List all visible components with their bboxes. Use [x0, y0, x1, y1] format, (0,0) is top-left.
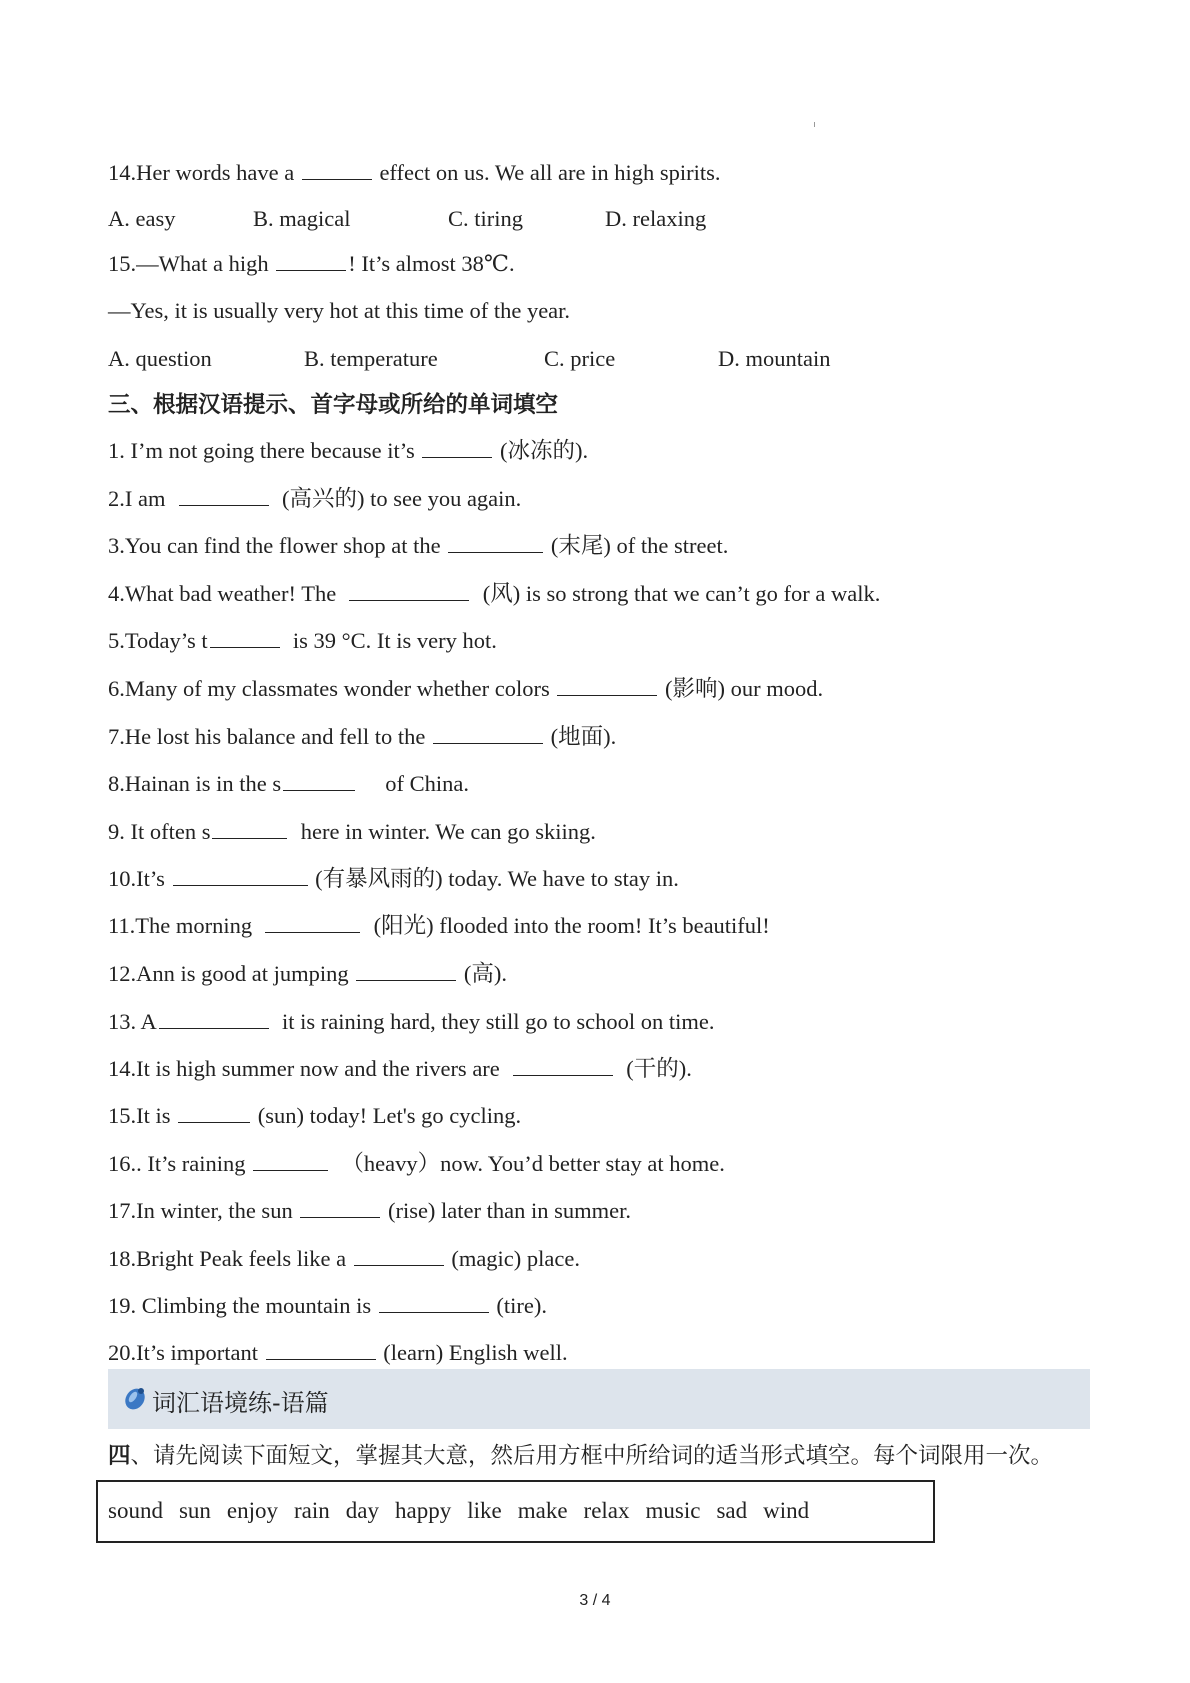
fill-in-item: 5.Today’s t is 39 °C. It is very hot. [108, 628, 497, 653]
answer-blank[interactable] [513, 1055, 613, 1076]
fill-in-item: 20.It’s important (learn) English well. [108, 1340, 568, 1365]
answer-blank[interactable] [422, 437, 492, 458]
options-15 [108, 345, 1008, 373]
option-a[interactable]: A. easy [108, 206, 176, 231]
answer-blank[interactable] [266, 1339, 376, 1360]
fill-in-item: 18.Bright Peak feels like a (magic) place. [108, 1246, 580, 1271]
fill-in-item: 10.It’s (有暴风雨的) today. We have to stay in. [108, 866, 679, 891]
page-number: 3 / 4 [579, 1592, 611, 1609]
answer-blank[interactable] [557, 675, 657, 696]
pencil-icon [122, 1385, 148, 1411]
answer-blank[interactable] [354, 1245, 444, 1266]
answer-blank[interactable] [379, 1292, 489, 1313]
band-title: 词汇语境练-语篇 [152, 1389, 329, 1417]
answer-blank[interactable] [433, 723, 543, 744]
options-14 [108, 205, 1008, 233]
word-option: relax [583, 1498, 630, 1523]
answer-blank[interactable] [173, 865, 308, 886]
option-c[interactable]: C. price [544, 346, 616, 371]
fill-in-item: 19. Climbing the mountain is (tire). [108, 1293, 547, 1318]
answer-blank[interactable] [265, 912, 360, 933]
section-band [108, 1369, 1090, 1429]
word-option: make [517, 1498, 568, 1523]
answer-blank[interactable] [179, 485, 269, 506]
fill-in-item: 7.He lost his balance and fell to the (地面). [108, 724, 617, 749]
answer-blank[interactable] [300, 1197, 380, 1218]
answer-blank[interactable] [178, 1102, 250, 1123]
word-box [96, 1480, 935, 1543]
page-mark [814, 122, 815, 127]
answer-blank[interactable] [349, 580, 469, 601]
option-c[interactable]: C. tiring [448, 206, 524, 231]
option-a[interactable]: A. question [108, 346, 212, 371]
word-option: sound [108, 1498, 163, 1523]
fill-in-item: 9. It often s here in winter. We can go skiing. [108, 819, 596, 844]
answer-blank[interactable] [356, 960, 456, 981]
fill-in-item: 11.The morning (阳光) flooded into the room! It’s beautiful! [108, 913, 770, 938]
answer-blank[interactable] [448, 532, 543, 553]
fill-in-item: 12.Ann is good at jumping (高). [108, 961, 507, 986]
word-option: enjoy [226, 1498, 279, 1523]
fill-in-item: 16.. It’s raining （heavy）now. You’d better stay at home. [108, 1151, 725, 1176]
section-4-label: 四 [108, 1443, 131, 1469]
fill-in-item: 17.In winter, the sun (rise) later than in summer. [108, 1198, 632, 1223]
answer-blank[interactable] [210, 627, 280, 648]
option-d[interactable]: D. relaxing [605, 206, 707, 231]
word-option: rain [294, 1498, 330, 1523]
word-option: music [645, 1498, 701, 1523]
section-4-instruction: 四、请先阅读下面短文，掌握其大意，然后用方框中所给词的适当形式填空。每个词限用一次。 [108, 1443, 1054, 1469]
answer-blank[interactable] [253, 1150, 328, 1171]
answer-blank[interactable] [212, 818, 287, 839]
fill-in-item: 13. A it is raining hard, they still go to school on time. [108, 1009, 715, 1034]
fill-in-item: 15.It is (sun) today! Let's go cycling. [108, 1103, 522, 1128]
question-15: 15.—What a high ! It’s almost 38℃. [108, 251, 515, 276]
fill-in-item: 2.I am (高兴的) to see you again. [108, 486, 522, 511]
fill-in-item: 1. I’m not going there because it’s (冰冻的). [108, 438, 589, 463]
answer-blank[interactable] [159, 1008, 269, 1029]
word-option: sad [716, 1498, 748, 1523]
fill-in-item: 8.Hainan is in the s of China. [108, 771, 469, 796]
answer-blank[interactable] [302, 159, 372, 180]
section-3-title: 三、根据汉语提示、首字母或所给的单词填空 [108, 392, 559, 418]
fill-in-item: 6.Many of my classmates wonder whether colors (影响) our mood. [108, 676, 824, 701]
fill-in-item: 3.You can find the flower shop at the (末尾) of the street. [108, 533, 729, 558]
word-option: like [467, 1498, 502, 1523]
question-14: 14.Her words have a effect on us. We all are in high spirits. [108, 160, 721, 185]
word-option: sun [178, 1498, 211, 1523]
option-d[interactable]: D. mountain [718, 346, 831, 371]
question-15-reply: —Yes, it is usually very hot at this time of the year. [108, 298, 571, 323]
answer-blank[interactable] [283, 770, 355, 791]
option-b[interactable]: B. magical [253, 206, 351, 231]
word-option: wind [763, 1498, 810, 1523]
fill-in-item: 14.It is high summer now and the rivers are (干的). [108, 1056, 692, 1081]
word-option: happy [395, 1498, 452, 1523]
word-option: day [345, 1498, 379, 1523]
fill-in-item: 4.What bad weather! The (风) is so strong that we can’t go for a walk. [108, 581, 881, 606]
answer-blank[interactable] [276, 250, 346, 271]
option-b[interactable]: B. temperature [304, 346, 438, 371]
word-list [108, 1498, 825, 1524]
